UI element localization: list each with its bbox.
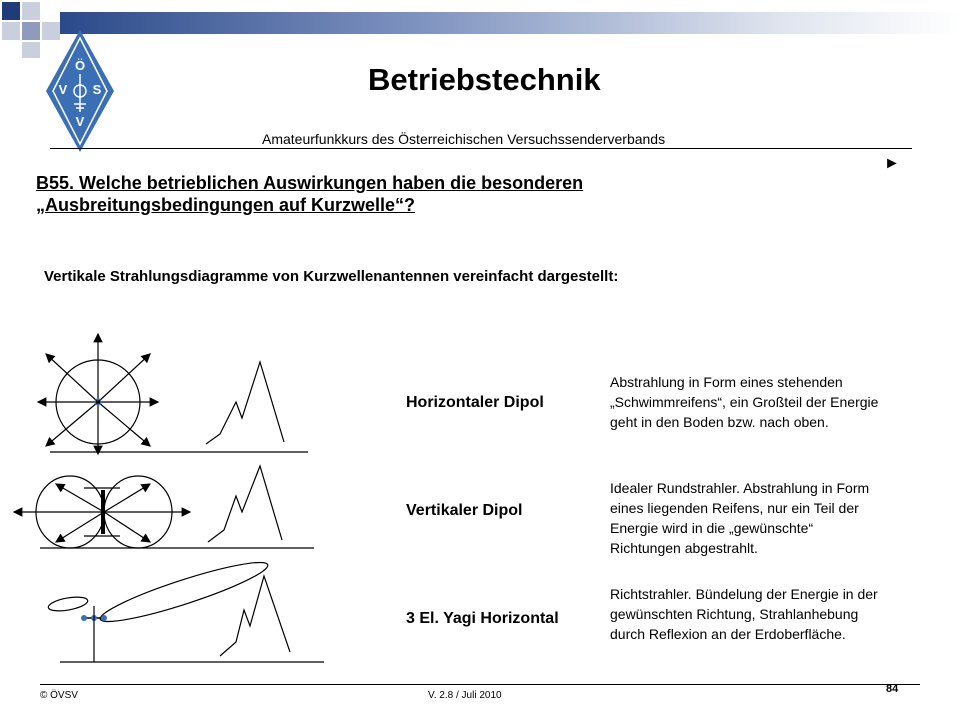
question-line-1: B55. Welche betrieblichen Auswirkungen haben die besonderen bbox=[36, 173, 584, 193]
page-number: 84 bbox=[886, 683, 899, 695]
antenna-description bbox=[610, 478, 869, 558]
description-line: Richtstrahler. Bündelung der Energie in der bbox=[610, 586, 878, 602]
antenna-label-horizontal-dipole: Horizontaler Dipol bbox=[406, 394, 544, 411]
question-heading bbox=[36, 172, 583, 216]
header-divider bbox=[50, 148, 912, 149]
antenna-label-vertical-dipole: Vertikaler Dipol bbox=[406, 502, 523, 519]
page-title: Betriebstechnik bbox=[368, 62, 601, 97]
antenna-description bbox=[610, 584, 878, 644]
antenna-label-yagi: 3 El. Yagi Horizontal bbox=[406, 610, 559, 627]
description-line: geht in den Boden bzw. nach oben. bbox=[610, 414, 829, 430]
logo-letter: V bbox=[58, 82, 68, 97]
description-line: eines liegenden Reifens, nur ein Teil der bbox=[610, 500, 859, 516]
description-line: „Schwimmreifens“, ein Großteil der Energie bbox=[610, 394, 879, 410]
footer-version: V. 2.8 / Juli 2010 bbox=[428, 690, 502, 701]
next-slide-button[interactable]: ► bbox=[884, 155, 900, 172]
description-line: Richtungen abgestrahlt. bbox=[610, 540, 758, 556]
description-line: durch Reflexion an der Erdoberfläche. bbox=[610, 626, 846, 642]
logo-letter: S bbox=[92, 82, 102, 97]
yagi-diagram bbox=[47, 553, 324, 662]
page-subtitle: Amateurfunkkurs des Österreichischen Versuchssenderverbands bbox=[262, 131, 666, 147]
header-gradient-bar bbox=[60, 12, 960, 34]
footer-copyright: © ÖVSV bbox=[40, 690, 78, 701]
logo-letter: V bbox=[75, 114, 85, 129]
question-line-2: „Ausbreitungsbedingungen auf Kurzwelle“? bbox=[36, 195, 416, 215]
intro-text: Vertikale Strahlungsdiagramme von Kurzwellenantennen vereinfacht dargestellt: bbox=[44, 268, 619, 285]
horizontal-dipole-diagram bbox=[38, 334, 308, 454]
footer-divider bbox=[40, 684, 920, 685]
antenna-description bbox=[610, 372, 878, 432]
description-line: gewünschten Richtung, Strahlanhebung bbox=[610, 606, 859, 622]
logo-letter: Ö bbox=[74, 58, 86, 73]
vertical-dipole-diagram bbox=[14, 466, 314, 548]
description-line: Idealer Rundstrahler. Abstrahlung in Form bbox=[610, 480, 870, 496]
radiation-diagrams bbox=[0, 320, 340, 670]
description-line: Abstrahlung in Form eines stehenden bbox=[610, 374, 843, 390]
oevsv-logo bbox=[44, 28, 116, 154]
description-line: Energie wird in die „gewünschte“ bbox=[610, 520, 814, 536]
